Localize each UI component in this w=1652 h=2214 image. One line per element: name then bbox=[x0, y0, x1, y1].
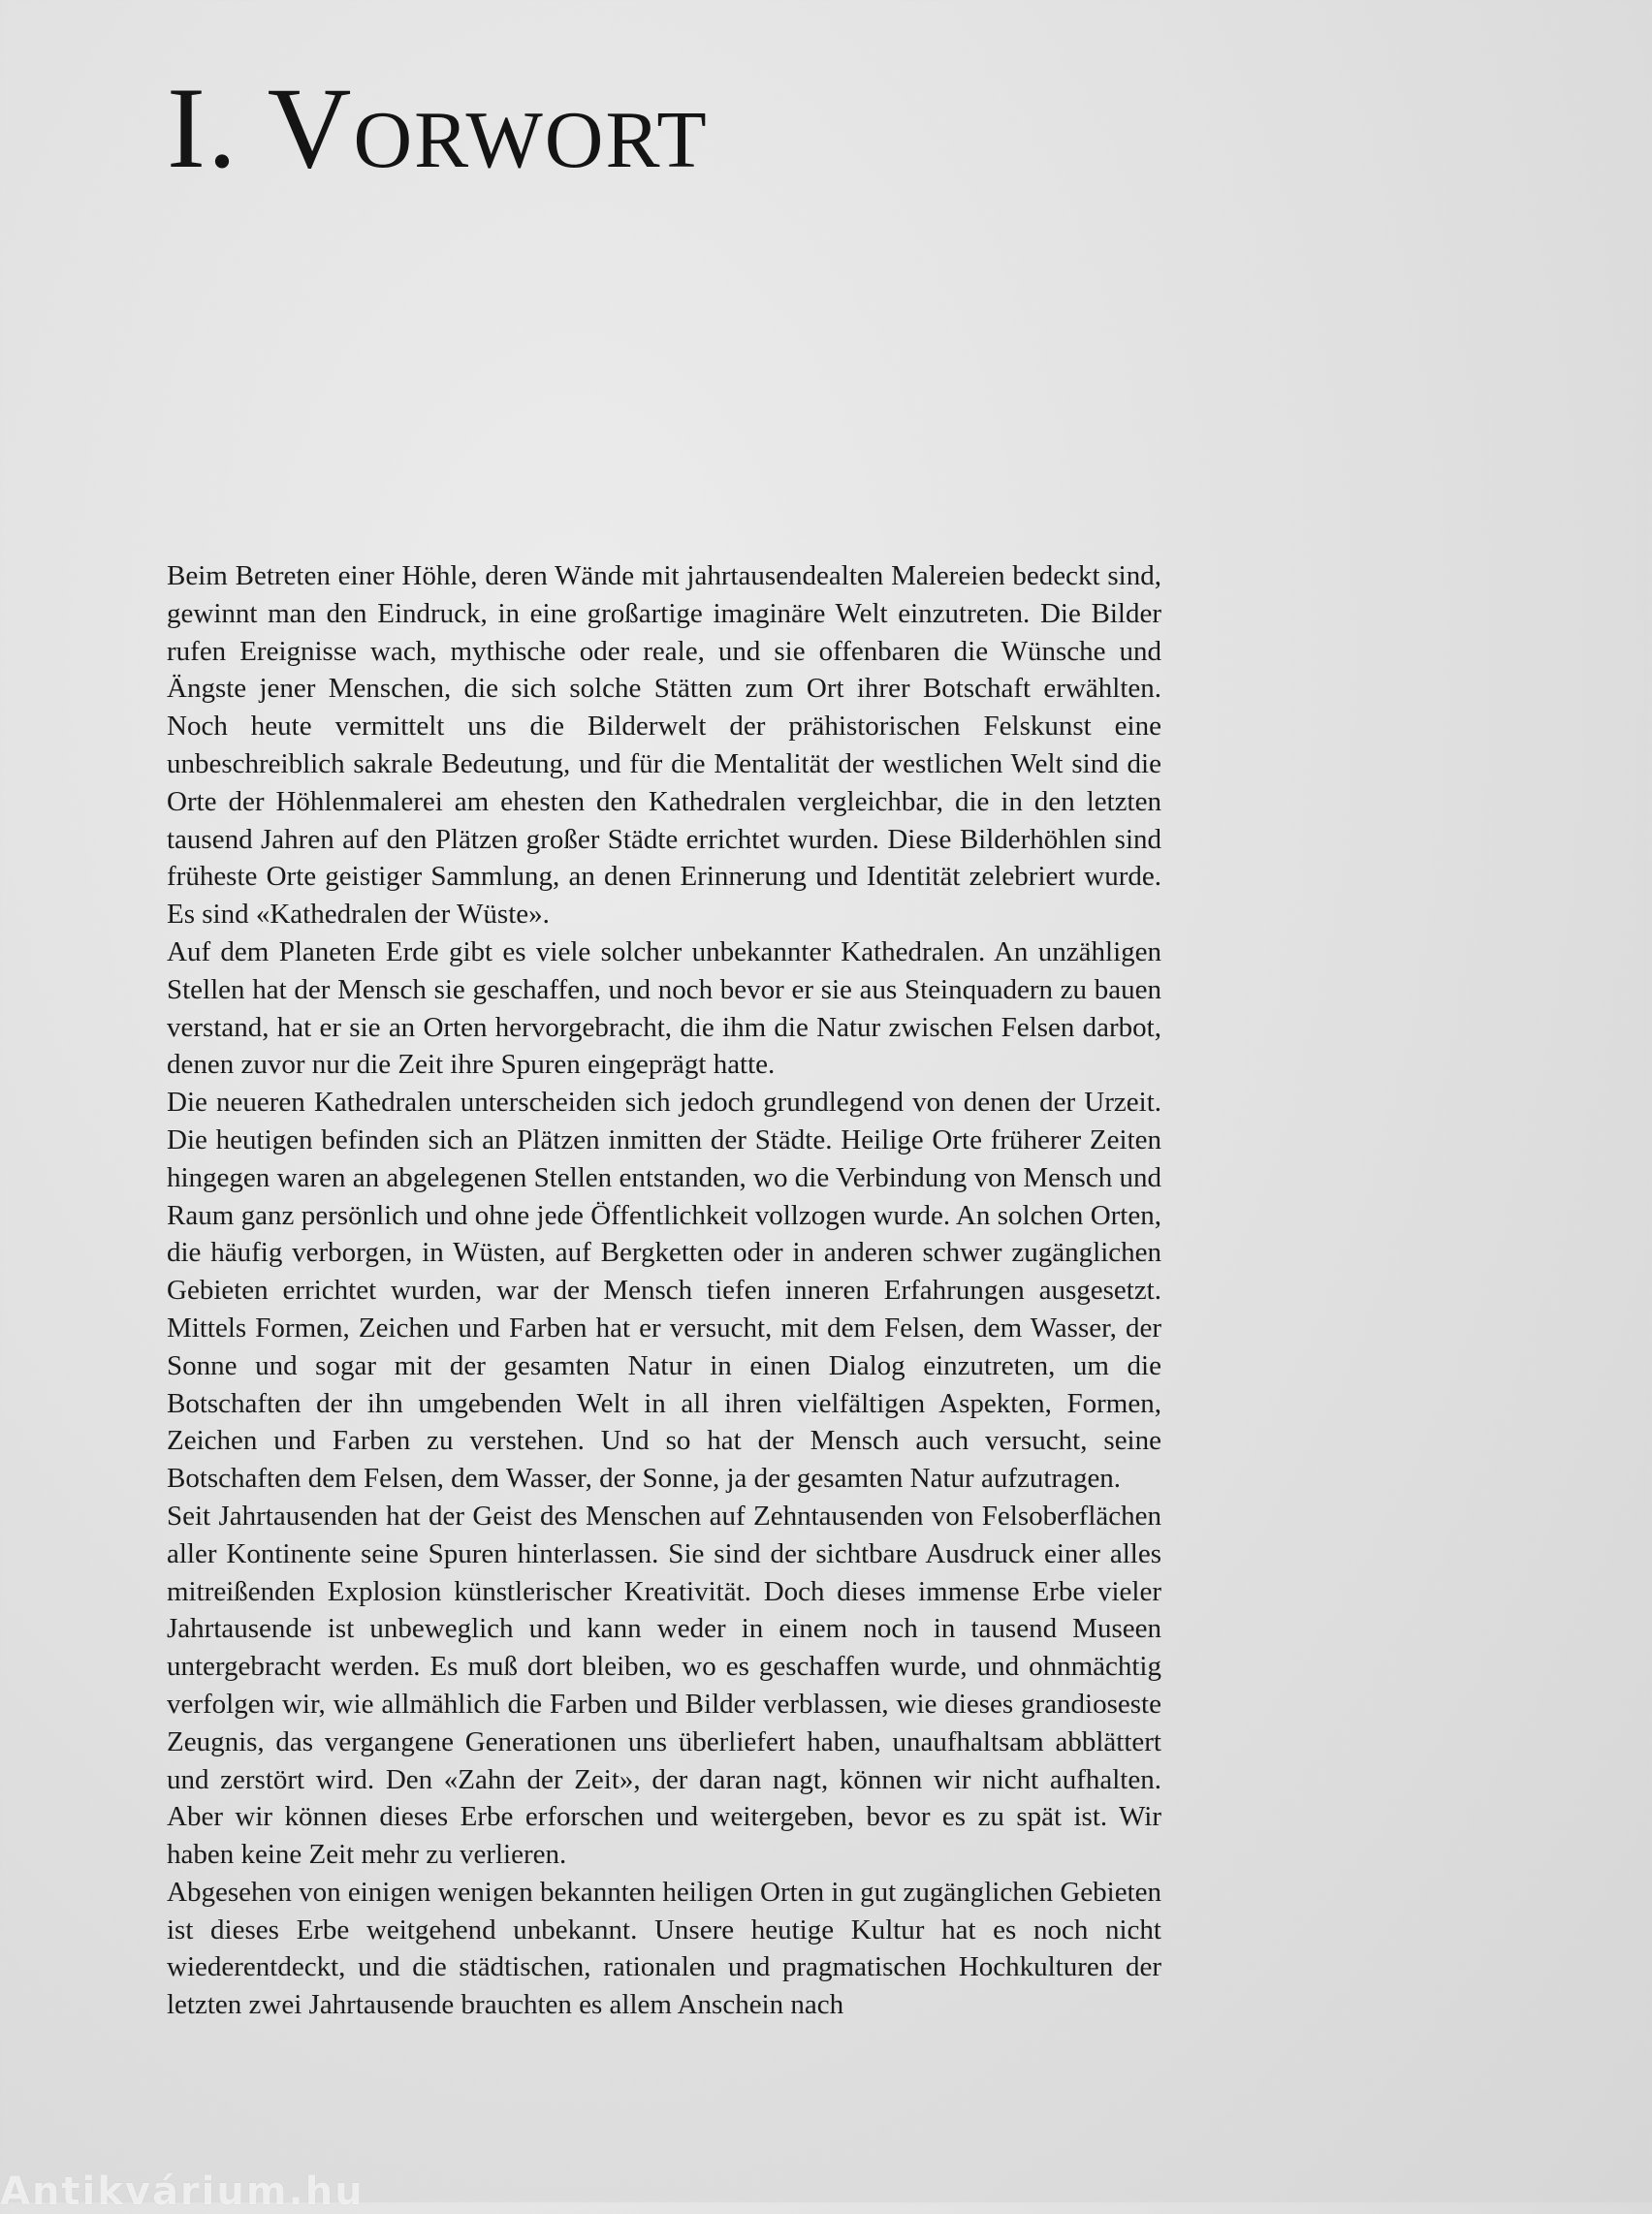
watermark: Antikvárium.hu bbox=[0, 2169, 365, 2214]
paragraph: Beim Betreten einer Höhle, deren Wände mit jahrtausendealten Malereien bedeckt sind, gewinnt man den Eindruck, in eine großartige imaginäre Welt einzutreten. Die Bilder rufen Ereignisse wach, mythische oder reale, und sie offenbaren die Wünsche und Ängste jener Menschen, die sich solche Stätten zum Ort ihrer Botschaft erwählten. Noch heute vermittelt uns die Bilderwelt der prähistorischen Felskunst eine unbeschreiblich sakrale Bedeutung, und für die Mentalität der westlichen Welt sind die Orte der Höhlenmalerei am ehesten den Kathedralen vergleichbar, die in den letzten tausend Jahren auf den Plätzen großer Städte errichtet wurden. Diese Bilderhöhlen sind früheste Orte geistiger Sammlung, an denen Erinnerung und Identität zelebriert wurde. Es sind «Kathedralen der Wüste». bbox=[167, 560, 1161, 931]
paragraph: Seit Jahrtausenden hat der Geist des Menschen auf Zehntausenden von Felsoberflächen aller Kontinente seine Spuren hinterlassen. Sie sind der sichtbare Ausdruck einer alles mitreißenden Explosion künstlerischer Kreativität. Doch dieses immense Erbe vieler Jahrtausende ist unbeweglich und kann weder in einem noch in tausend Museen untergebracht werden. Es muß dort bleiben, wo es geschaffen wurde, und ohnmächtig verfolgen wir, wie allmählich die Farben und Bilder verblassen, wie dieses grandioseste Zeugnis, das vergangene Generationen uns überliefert haben, unaufhaltsam abblättert und zerstört wird. Den «Zahn der Zeit», der daran nagt, können wir nicht aufhalten. Aber wir können dieses Erbe erforschen und weitergeben, bevor es zu spät ist. Wir haben keine Zeit mehr zu verlieren. bbox=[167, 1500, 1161, 1871]
body-text bbox=[167, 557, 1161, 2024]
paragraph: Die neueren Kathedralen unterscheiden sich jedoch grundlegend von denen der Urzeit. Die heutigen befinden sich an Plätzen inmitten der Städte. Heilige Orte früherer Zeiten hingegen waren an abgelegenen Stellen entstanden, wo die Verbindung von Mensch und Raum ganz persönlich und ohne jede Öffentlichkeit vollzogen wurde. An solchen Orten, die häufig verborgen, in Wüsten, auf Bergketten oder in anderen schwer zugänglichen Gebieten errichtet wurden, war der Mensch tiefen inneren Erfahrungen ausgesetzt. Mittels Formen, Zeichen und Farben hat er versucht, mit dem Felsen, dem Wasser, der Sonne und sogar mit der gesamten Natur in einen Dialog einzutreten, um die Botschaften der ihn umgebenden Welt in all ihren vielfältigen Aspekten, Formen, Zeichen und Farben zu verstehen. Und so hat der Mensch auch versucht, seine Botschaften dem Felsen, dem Wasser, der Sonne, ja der gesamten Natur aufzutragen. bbox=[167, 1087, 1161, 1495]
paragraph: Abgesehen von einigen wenigen bekannten heiligen Orten in gut zugänglichen Gebieten ist dieses Erbe weitgehend unbekannt. Unsere heutige Kultur hat es noch nicht wiederentdeckt, und die städtischen, rationalen und pragmatischen Hochkulturen der letzten zwei Jahrtausende brauchten es allem Anschein nach bbox=[167, 1876, 1161, 2021]
chapter-title: I. Vorwort bbox=[167, 63, 709, 192]
paragraph: Auf dem Planeten Erde gibt es viele solcher unbekannter Kathedralen. An unzähligen Stellen hat der Mensch sie geschaffen, und noch bevor er sie aus Steinquadern zu bauen verstand, hat er sie an Orten hervorgebracht, die ihm die Natur zwischen Felsen darbot, denen zuvor nur die Zeit ihre Spuren eingeprägt hatte. bbox=[167, 935, 1161, 1081]
